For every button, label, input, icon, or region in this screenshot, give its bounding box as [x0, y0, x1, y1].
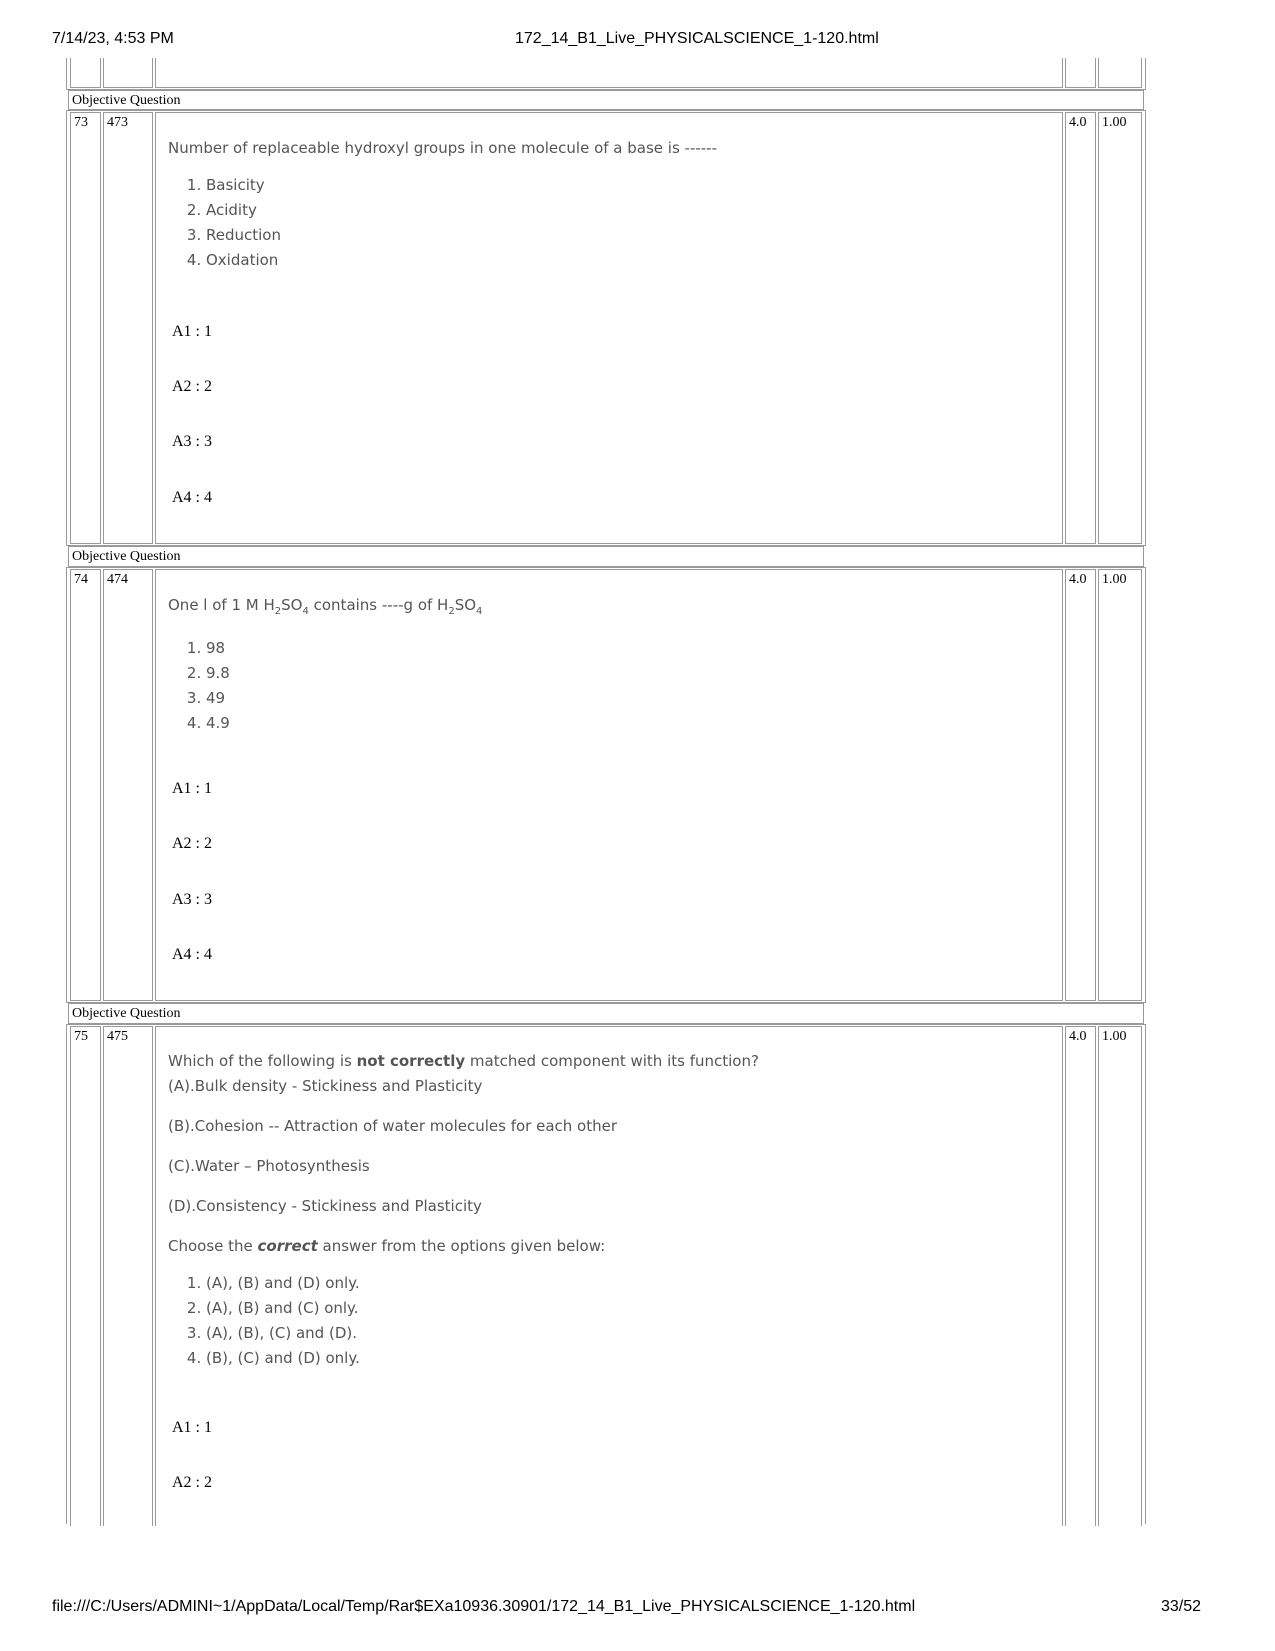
answer-line: A3 : 3: [172, 433, 212, 450]
question-text-block: [168, 136, 717, 273]
print-file-path: file:///C:/Users/ADMINI~1/AppData/Local/Temp/Rar$EXa10936.30901/172_14_B1_Live_PHYSICALSCIENCE_1-120.html: [52, 1598, 916, 1615]
option-item: 1. Basicity: [206, 173, 717, 198]
print-page-number: 33/52: [1161, 1598, 1202, 1615]
statement-item: (C).Water – Photosynthesis: [168, 1157, 370, 1175]
question-text-block: [168, 1049, 759, 1371]
options-list: [168, 173, 717, 273]
print-doc-title: 172_14_B1_Live_PHYSICALSCIENCE_1-120.html: [515, 30, 879, 47]
negative-marks-value: 1.00: [1098, 1026, 1142, 1526]
answer-line: A4 : 4: [172, 489, 212, 506]
question-text: Which of the following is not correctly matched component with its function?: [168, 1052, 759, 1070]
section-label: Objective Question: [72, 549, 181, 564]
option-item: 2. 9.8: [206, 661, 482, 686]
option-item: 1. (A), (B) and (D) only.: [206, 1271, 759, 1296]
answer-line: A2 : 2: [172, 835, 212, 852]
question-id: 475: [103, 1026, 153, 1526]
option-item: 3. (A), (B), (C) and (D).: [206, 1321, 759, 1346]
answer-line: A2 : 2: [172, 378, 212, 395]
option-item: 3. Reduction: [206, 223, 717, 248]
marks-value: 4.0: [1065, 1026, 1096, 1526]
section-row: [68, 90, 1144, 110]
option-item: 3. 49: [206, 686, 482, 711]
option-item: 2. (A), (B) and (C) only.: [206, 1296, 759, 1321]
serial-number: 74: [70, 569, 101, 1001]
section-row: [68, 1003, 1144, 1024]
answer-line: A4 : 4: [172, 946, 212, 963]
answer-line: A2 : 2: [172, 1474, 212, 1491]
prev-row-frame: [66, 58, 1146, 90]
marks-value: 4.0: [1065, 112, 1096, 544]
question-text-block: [168, 593, 482, 736]
statement-item: (B).Cohesion -- Attraction of water molecules for each other: [168, 1117, 617, 1135]
options-list: [168, 1271, 759, 1371]
negative-marks-value: 1.00: [1098, 112, 1142, 544]
options-list: [168, 636, 482, 736]
statement-item: (A).Bulk density - Stickiness and Plasticity: [168, 1077, 483, 1095]
section-label: Objective Question: [72, 93, 181, 108]
answer-line: A3 : 3: [172, 891, 212, 908]
option-item: 4. (B), (C) and (D) only.: [206, 1346, 759, 1371]
choose-instruction: Choose the correct answer from the options given below:: [168, 1237, 606, 1255]
option-item: 2. Acidity: [206, 198, 717, 223]
marks-value: 4.0: [1065, 569, 1096, 1001]
print-datetime: 7/14/23, 4:53 PM: [52, 30, 174, 47]
negative-marks-value: 1.00: [1098, 569, 1142, 1001]
section-row: [68, 546, 1144, 567]
section-label: Objective Question: [72, 1006, 181, 1021]
answer-line: A1 : 1: [172, 323, 212, 340]
statement-item: (D).Consistency - Stickiness and Plasticity: [168, 1197, 482, 1215]
question-text: Number of replaceable hydroxyl groups in one molecule of a base is ------: [168, 139, 718, 157]
question-id: 474: [103, 569, 153, 1001]
option-item: 4. 4.9: [206, 711, 482, 736]
option-item: 4. Oxidation: [206, 248, 717, 273]
serial-number: 73: [70, 112, 101, 544]
answer-line: A1 : 1: [172, 780, 212, 797]
option-item: 1. 98: [206, 636, 482, 661]
question-id: 473: [103, 112, 153, 544]
answer-line: A1 : 1: [172, 1419, 212, 1436]
serial-number: 75: [70, 1026, 101, 1526]
question-text: One l of 1 M $H_2SO_4$ contains ----g of $H_2SO_4$: [168, 596, 483, 617]
